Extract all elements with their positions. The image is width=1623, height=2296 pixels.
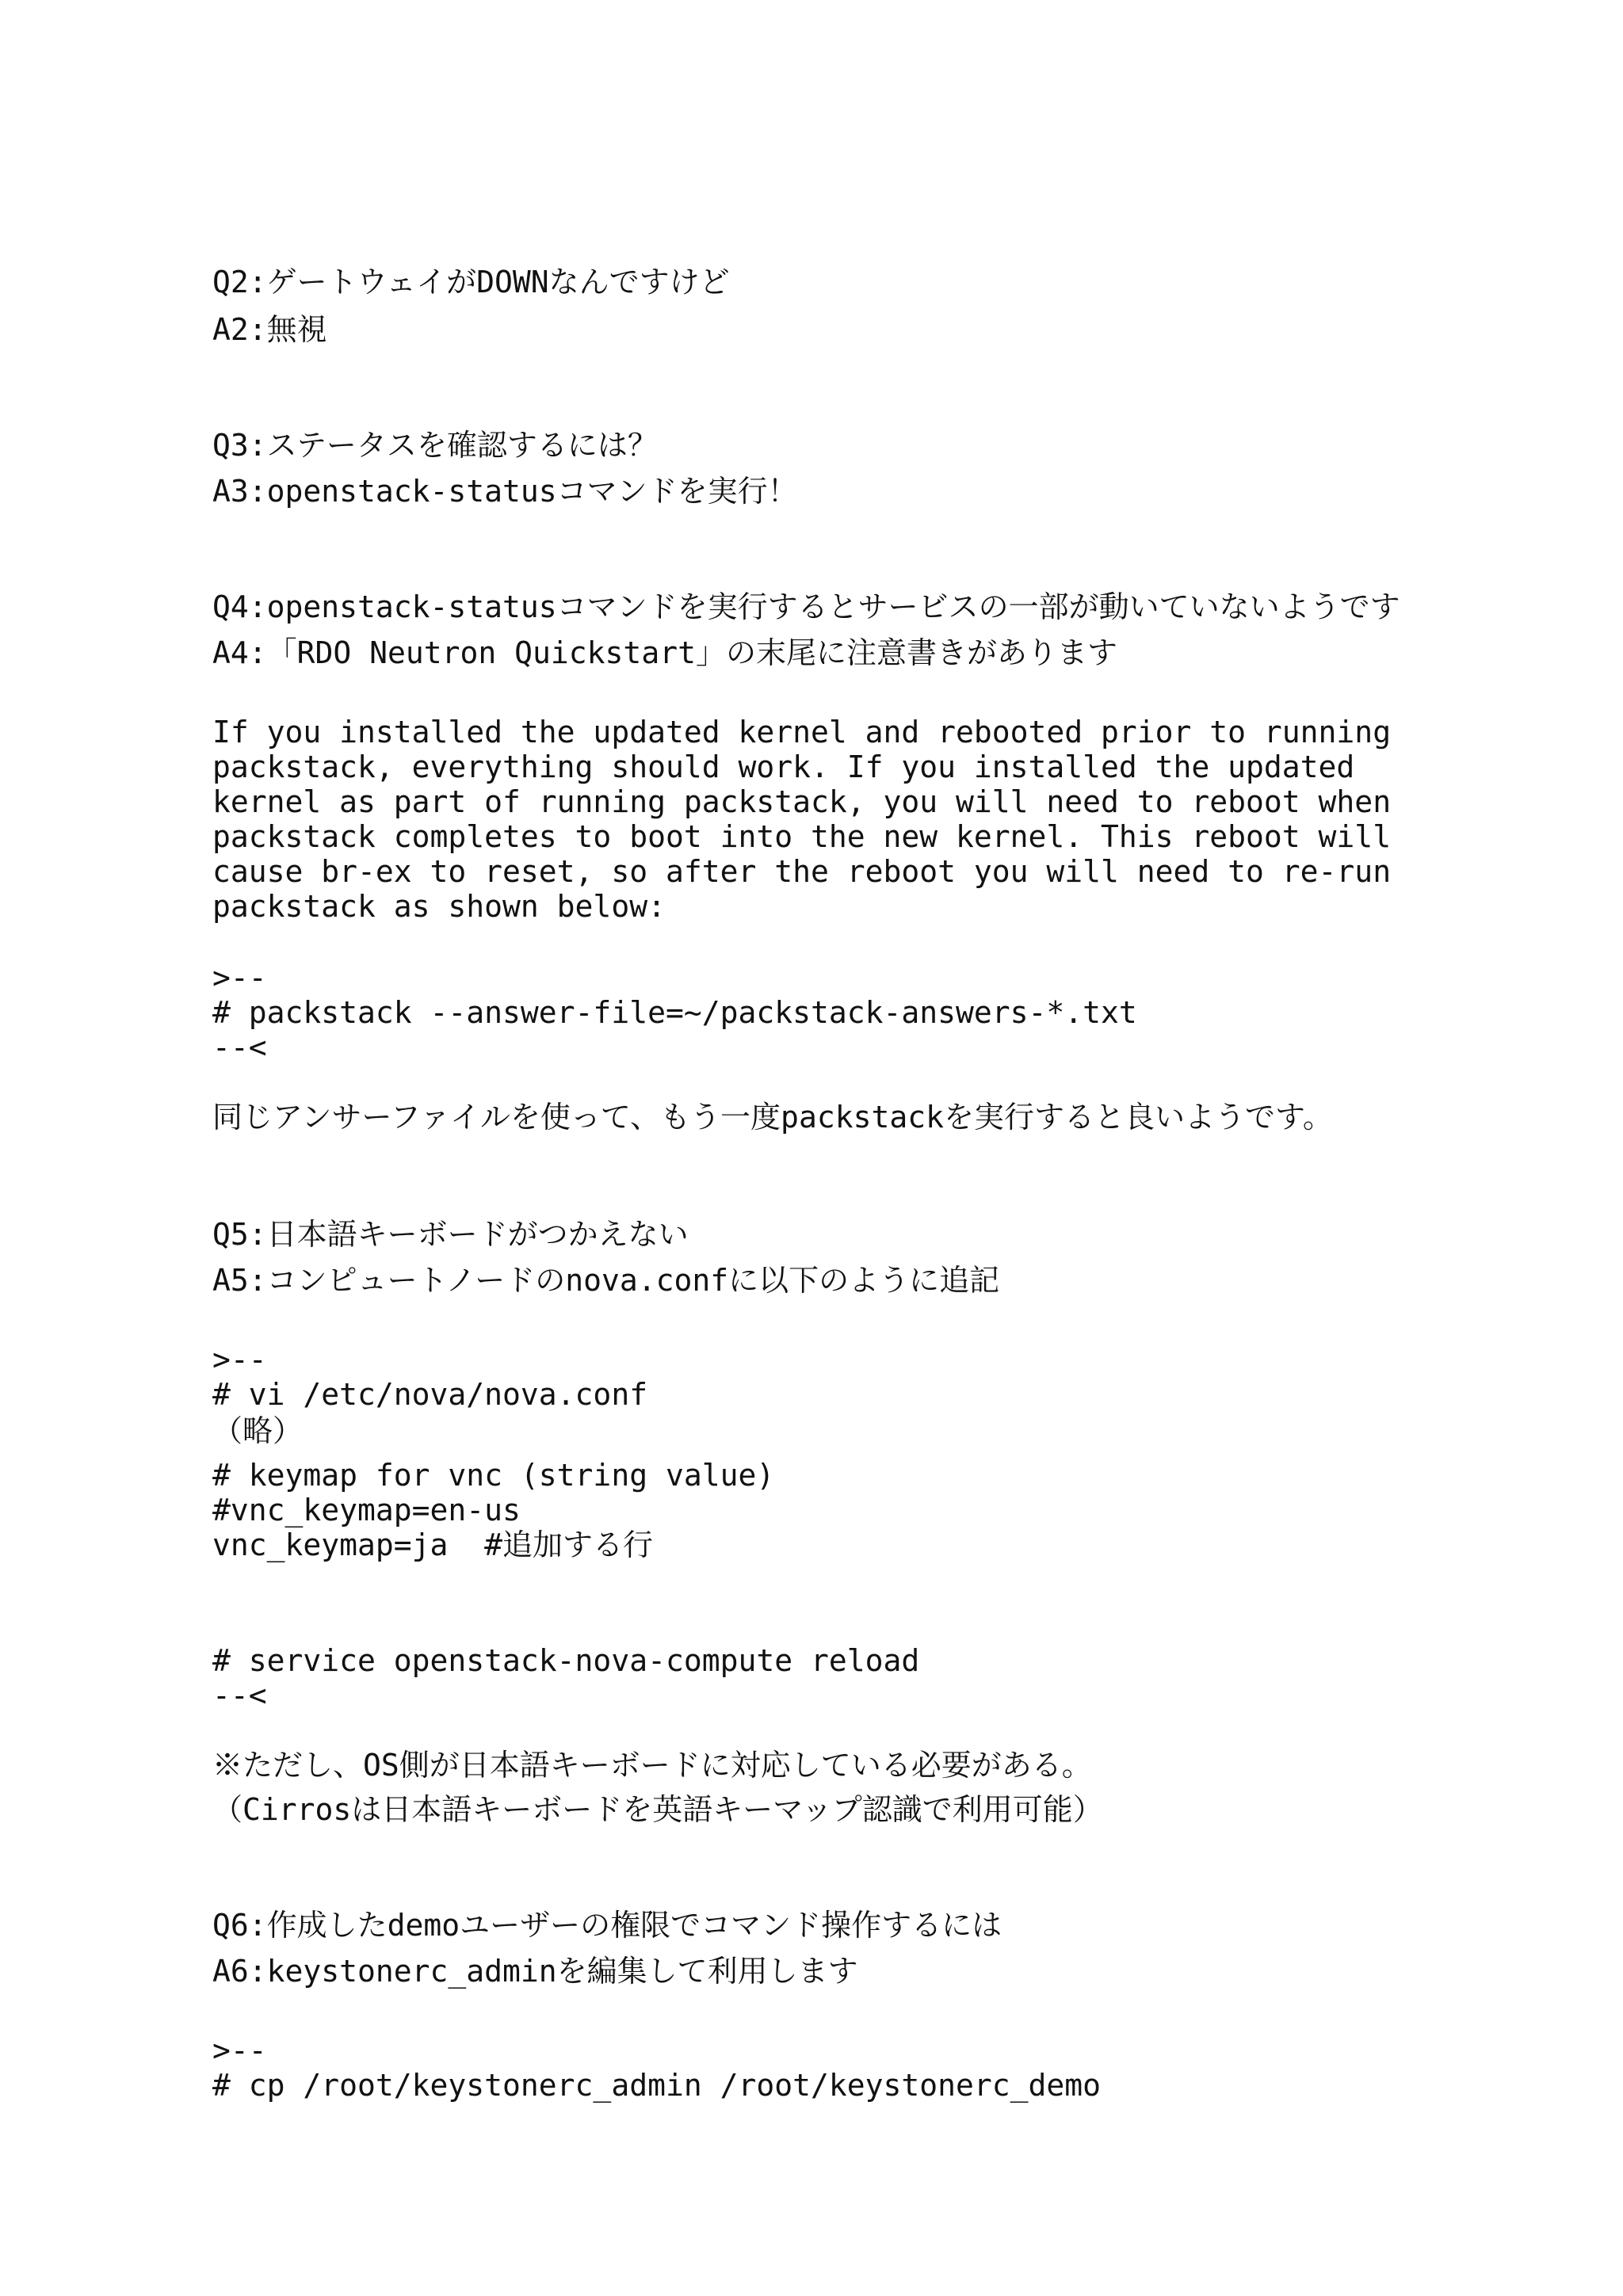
answer-a4: A4:「RDO Neutron Quickstart」の末尾に注意書きがあります [212,635,1117,670]
quote-line: If you installed the updated kernel and rebooted prior to running [212,715,1392,749]
code-line: >-- [212,1342,267,1377]
quote-line: packstack as shown below: [212,889,666,924]
code-line: >-- [212,2033,267,2068]
question-q4: Q4:openstack-statusコマンドを実行するとサービスの一部が動いていないようです [212,589,1400,624]
code-line: # keymap for vnc (string value) [212,1458,775,1493]
quote-line: cause br-ex to reset, so after the reboot you will need to re-run [212,854,1392,889]
code-line: #vnc_keymap=en-us [212,1493,521,1527]
code-line: # vi /etc/nova/nova.conf [212,1377,648,1412]
question-q3: Q3:ステータスを確認するには？ [212,428,658,463]
answer-a6: A6:keystonerc_adminを編集して利用します [212,1954,858,1989]
note-line: 同じアンサーファイルを使って、もう一度packstackを実行すると良いようです。 [212,1100,1333,1135]
quote-line: packstack completes to boot into the new kernel. This reboot will [212,819,1392,854]
code-line: --< [212,1030,267,1065]
question-q6: Q6:作成したdemoユーザーの権限でコマンド操作するには [212,1908,1002,1943]
code-line: --< [212,1678,267,1713]
code-line: >-- [212,960,267,995]
quote-line: packstack, everything should work. If you installed the updated [212,749,1355,784]
code-line: vnc_keymap=ja #追加する行 [212,1527,654,1562]
answer-a2: A2:無視 [212,312,327,347]
omission-note: （略） [212,1413,304,1448]
code-line: # service openstack-nova-compute reload [212,1643,920,1678]
answer-a3: A3:openstack-statusコマンドを実行！ [212,474,798,509]
question-q5: Q5:日本語キーボードがつかえない [212,1217,689,1252]
answer-a5: A5:コンピュートノードのnova.confに以下のように追記 [212,1263,1000,1298]
code-line: # cp /root/keystonerc_admin /root/keystonerc_demo [212,2068,1102,2103]
question-q2: Q2:ゲートウェイがDOWNなんですけど [212,265,730,299]
note-line: （Cirrosは日本語キーボードを英語キーマップ認識で利用可能） [212,1792,1103,1827]
code-line: # packstack --answer-file=~/packstack-answers-*.txt [212,995,1137,1030]
note-line: ※ただし、OS側が日本語キーボードに対応している必要がある。 [212,1748,1092,1783]
quote-line: kernel as part of running packstack, you will need to reboot when [212,784,1392,819]
